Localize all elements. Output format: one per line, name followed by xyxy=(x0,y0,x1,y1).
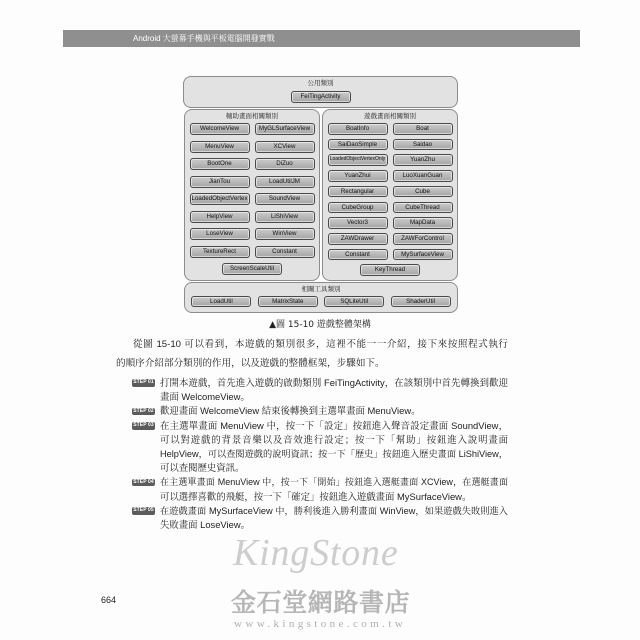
class-box: KeyThread xyxy=(360,264,420,276)
class-box: MySurfaceView xyxy=(393,249,453,261)
step-item xyxy=(132,404,508,418)
class-box: ScreenScaleUtil xyxy=(222,263,282,275)
watermark-url: www.kingstone.com.tw xyxy=(234,618,407,630)
class-box: LoseView xyxy=(190,228,250,240)
step-badge: STEP 04 xyxy=(133,478,154,485)
class-row xyxy=(323,264,457,276)
class-box: SaiDaoSimple xyxy=(328,139,388,151)
class-row xyxy=(185,263,319,275)
class-row xyxy=(185,141,319,153)
class-box: ZAWForControl xyxy=(393,233,453,245)
class-row xyxy=(323,123,457,135)
figure-caption: ▲圖 15-10 遊戲整體架構 xyxy=(269,320,371,330)
class-box: WinView xyxy=(255,228,315,240)
step-item xyxy=(132,376,508,404)
class-box: Constant xyxy=(328,249,388,261)
text-line: 在遊戲畫面 MySurfaceView 中，勝利後進入勝利畫面 WinView，如果遊戲失敗則進入 xyxy=(160,505,508,516)
class-row xyxy=(185,246,319,258)
class-box: MyGLSurfaceView xyxy=(255,123,315,135)
text-line: 歡迎畫面 WelcomeView 結束後轉換到主選單畫面 MenuView。 xyxy=(160,405,421,417)
class-box: JianTou xyxy=(190,176,250,188)
class-box: SoundView xyxy=(255,193,315,205)
class-row xyxy=(323,249,457,261)
utility-classes-group xyxy=(184,282,458,313)
class-box: LuoXuanGuan xyxy=(393,170,453,182)
running-header-title: Android 大螢幕手機與平板電腦開發實戰 xyxy=(133,34,275,43)
text-line: 的順序介紹部分類別的作用，以及遊戲的整體框架，步驟如下。 xyxy=(116,358,385,369)
class-row xyxy=(323,154,457,166)
step-item xyxy=(132,419,508,476)
step-badge: STEP 02 xyxy=(133,407,154,414)
class-box: XCView xyxy=(255,141,315,153)
class-box: Cube xyxy=(393,186,453,198)
class-box: MatrixState xyxy=(258,296,318,307)
text-line: 從圖 15-10 可以看到，本遊戲的類別很多，這裡不能一一介紹，接下來按照程式執行 xyxy=(133,339,508,350)
architecture-diagram xyxy=(183,75,458,313)
step-item xyxy=(132,475,508,503)
step-list xyxy=(132,376,508,532)
class-box: DiZuo xyxy=(255,158,315,170)
class-box: Constant xyxy=(255,246,315,258)
page-number: 664 xyxy=(101,595,117,605)
public-classes-group xyxy=(183,76,458,108)
class-row xyxy=(185,296,457,307)
class-box: YuanZhu xyxy=(393,154,453,166)
class-box: Boat xyxy=(393,123,453,135)
auxiliary-view-classes-group xyxy=(184,109,320,281)
text-line: 可以對遊戲的背景音樂以及音效進行設定；按一下「幫助」按鈕進入說明畫面 xyxy=(160,433,508,445)
class-box: MenuView xyxy=(190,141,250,153)
class-box: MapData xyxy=(393,217,453,229)
class-row xyxy=(184,91,457,103)
class-row xyxy=(185,123,319,135)
class-box: YuanZhui xyxy=(328,170,388,182)
class-row xyxy=(185,211,319,223)
class-box: ShaderUtil xyxy=(391,296,451,307)
text-line: 在主選單畫面 MenuView 中，按一下「設定」按鈕進入聲音設定畫面 SoundView， xyxy=(160,419,508,431)
class-row xyxy=(323,170,457,182)
text-line: 畫面 WelcomeView。 xyxy=(160,391,250,403)
text-line: 可以查閱歷史資訊。 xyxy=(160,462,245,474)
step-badge: STEP 03 xyxy=(133,421,154,428)
class-box: BootOne xyxy=(190,158,250,170)
text-line: HelpView，可以查閱遊戲的說明資訊；按一下「歷史」按鈕進入歷史畫面 LiShiView， xyxy=(160,449,508,460)
class-row xyxy=(323,233,457,245)
class-grid xyxy=(323,123,457,276)
class-box: Rectangular xyxy=(328,186,388,198)
watermark-store-name: 金石堂網路書店 xyxy=(231,588,411,617)
class-box: HelpView xyxy=(190,211,250,223)
class-box: BoatInfo xyxy=(328,123,388,135)
intro-paragraph xyxy=(116,335,508,373)
class-box: SQLiteUtil xyxy=(324,296,384,307)
step-badge: STEP 05 xyxy=(133,507,154,514)
step-badge: STEP 01 xyxy=(133,379,154,386)
class-box: FeiTingActivity xyxy=(291,91,351,103)
watermark-brand: KingStone xyxy=(233,532,399,574)
class-box: LoadedObjectVertex xyxy=(190,193,250,205)
class-box: LoadUtilJM xyxy=(255,176,315,188)
class-row xyxy=(185,158,319,170)
class-row xyxy=(323,202,457,214)
step-item xyxy=(132,504,508,532)
class-box: WelcomeView xyxy=(190,123,250,135)
class-box: CubeGroup xyxy=(328,202,388,214)
class-box: LoadedObjectVertexOnly xyxy=(328,154,388,166)
class-row xyxy=(323,186,457,198)
text-line: 失敗畫面 LoseView。 xyxy=(160,519,250,531)
running-header xyxy=(63,30,580,47)
group-label: 相關工具類別 xyxy=(301,285,341,293)
class-box: LiShiView xyxy=(255,211,315,223)
text-line: 打開本遊戲，首先進入遊戲的啟動類別 FeiTingActivity，在該類別中首先轉換到歡迎 xyxy=(160,377,508,388)
class-row xyxy=(323,139,457,151)
class-box: ZAWDrawer xyxy=(328,233,388,245)
class-box: Vector3 xyxy=(328,217,388,229)
class-box: Saidao xyxy=(393,139,453,151)
text-line: 在主選單畫面 MenuView 中，按一下「開始」按鈕進入選艇畫面 XCView，在選艇畫面 xyxy=(160,477,508,488)
class-box: CubeThread xyxy=(393,202,453,214)
class-row xyxy=(323,217,457,229)
text-line: 可以選擇喜歡的飛艇，按一下「確定」按鈕進入遊戲畫面 MySurfaceView。 xyxy=(160,490,472,502)
group-label: 公用類別 xyxy=(307,79,334,87)
group-label: 遊戲畫面相關類別 xyxy=(364,112,416,120)
class-row xyxy=(185,228,319,240)
game-view-classes-group xyxy=(322,109,458,281)
class-box: LoadUtil xyxy=(191,296,251,307)
class-row xyxy=(185,193,319,205)
group-label: 輔助畫面相關類別 xyxy=(226,112,278,120)
class-row xyxy=(185,176,319,188)
class-box: TextureRect xyxy=(190,246,250,258)
class-grid xyxy=(185,123,319,275)
